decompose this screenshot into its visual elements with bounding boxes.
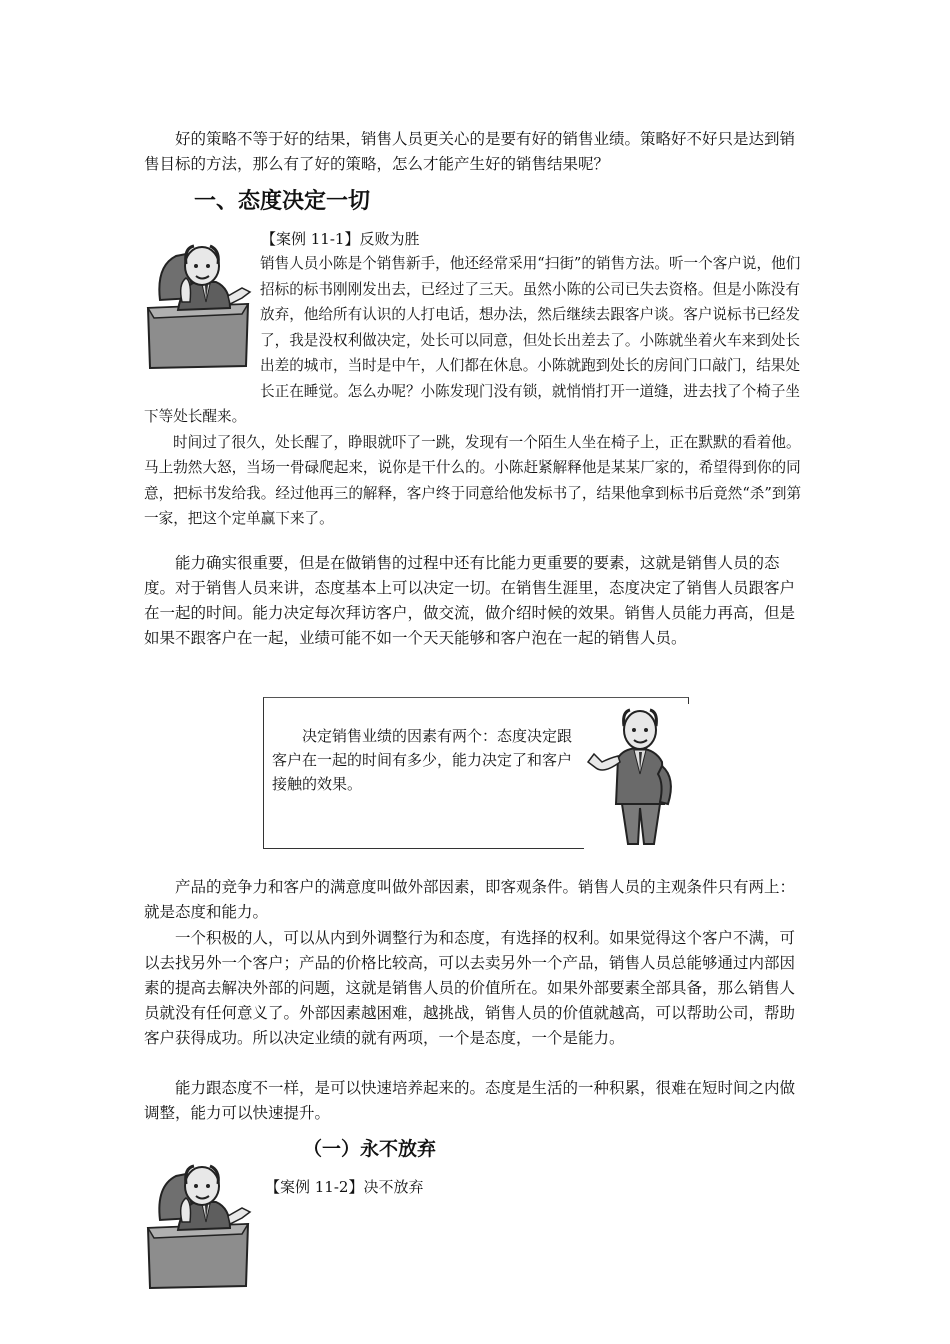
case-11-1-paragraph-2: 时间过了很久，处长醒了，睁眼就吓了一跳，发现有一个陌生人坐在椅子上，正在默默的看着他。马上勃然大怒，当场一骨碌爬起来，说你是干什么的。小陈赶紧解释他是某某厂家的，希望得到你的同意，把标书发给我。经过他再三的解释，客户终于同意给他发标书了，结果他拿到标书后竟然“杀”到第一家，把这个定单赢下来了。: [144, 433, 802, 527]
section-heading-attitude: 一、态度决定一切: [194, 189, 371, 214]
callout-text: 决定销售业绩的因素有两个：态度决定跟客户在一起的时间有多少，能力决定了和客户接触的效果。: [272, 727, 573, 793]
case-11-1-title: 【案例 11-1】反败为胜: [261, 230, 420, 248]
businessman-presenting-illustration: [584, 704, 690, 850]
case-11-1-paragraph-1: 销售人员小陈是个销售新手，他还经常采用“扫街”的销售方法。听一个客户说，他们招标的标书刚刚发出去，已经过了三天。虽然小陈的公司已失去资格。但是小陈没有放弃，他给所有认识的人打电话，想办法，然后继续去跟客户谈。客户说标书已经发了，我是没权利做决定，处长可以同意，但处长出差去了。小陈就坐着火车来到处长出差的城市，当时是中午，人们都在休息。小陈就跑到处长的房间门口敲门，结果处长正在睡觉。怎么办呢？小陈发现门没有锁，就悄悄打开一道缝，进去找了个椅子坐下等处长醒来。: [144, 255, 801, 425]
section-heading-never-give-up: （一）永不放弃: [303, 1138, 437, 1160]
training-paragraph: 能力跟态度不一样，是可以快速培养起来的。态度是生活的一种积累，很难在短时间之内做调整，能力可以快速提升。: [144, 1079, 796, 1122]
external-factors-paragraph: 产品的竞争力和客户的满意度叫做外部因素，即客观条件。销售人员的主观条件只有两上：就是态度和能力。: [144, 878, 796, 921]
intro-paragraph: 好的策略不等于好的结果，销售人员更关心的是要有好的销售业绩。策略好不好只是达到销售目标的方法，那么有了好的策略，怎么才能产生好的销售结果呢？: [144, 130, 796, 173]
businessman-at-desk-illustration: [146, 238, 256, 370]
positive-person-paragraph: 一个积极的人，可以从内到外调整行为和态度，有选择的权利。如果觉得这个客户不满，可以去找另外一个客户；产品的价格比较高，可以去卖另外一个产品，销售人员总能够通过内部因素的提高去解决外部的问题，这就是销售人员的价值所在。如果外部要素全部具备，那么销售人员就没有任何意义了。外部因素越困难，越挑战，销售人员的价值就越高，可以帮助公司，帮助客户获得成功。所以决定业绩的就有两项，一个是态度，一个是能力。: [144, 929, 796, 1047]
businessman-at-desk-illustration: [146, 1158, 256, 1290]
case-11-2-title: 【案例 11-2】决不放弃: [265, 1178, 424, 1196]
ability-paragraph: 能力确实很重要，但是在做销售的过程中还有比能力更重要的要素，这就是销售人员的态度。对于销售人员来讲，态度基本上可以决定一切。在销售生涯里，态度决定了销售人员跟客户在一起的时间。能力决定每次拜访客户，做交流，做介绍时候的效果。销售人员能力再高，但是如果不跟客户在一起，业绩可能不如一个天天能够和客户泡在一起的销售人员。: [144, 554, 796, 647]
